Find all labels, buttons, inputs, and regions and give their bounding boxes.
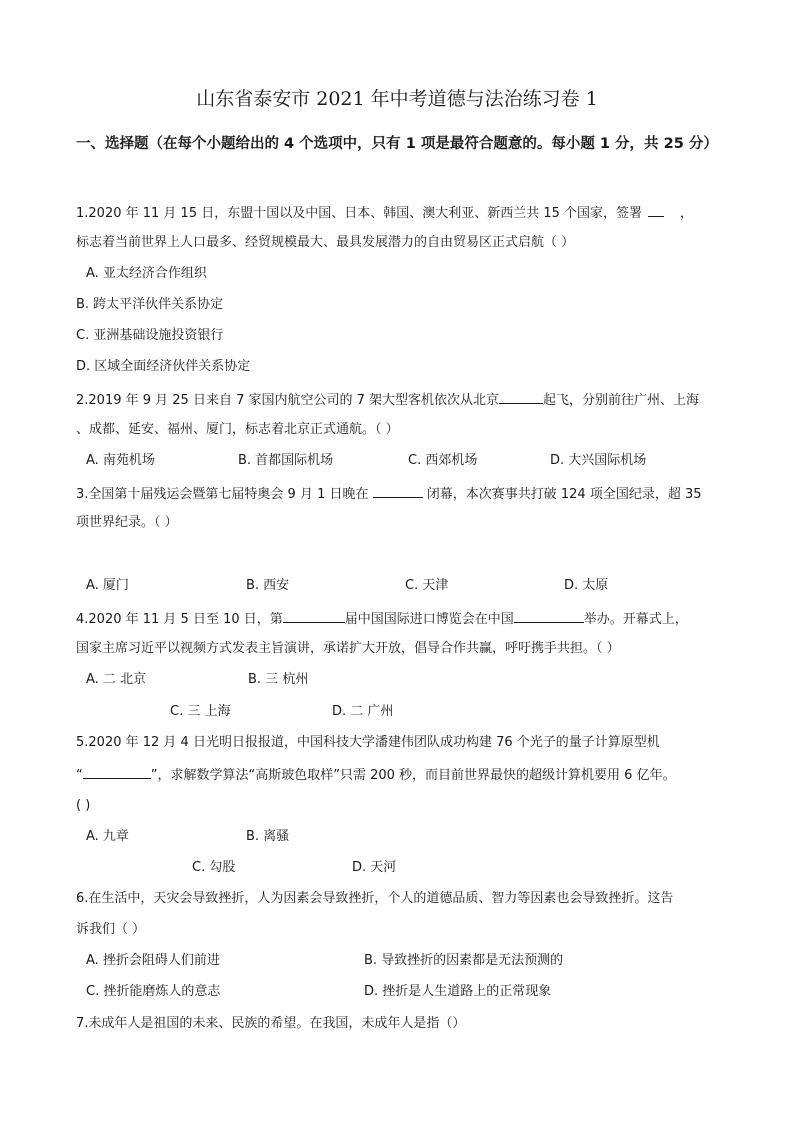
q6-stem-line-1: 6.在生活中，天灾会导致挫折，人为因素会导致挫折，个人的道德品质、智力等因素也会导致挫折。这告 [76, 891, 674, 906]
q3-option-a: A. 厦门 [86, 578, 129, 593]
q2-option-a: A. 南苑机场 [86, 453, 155, 468]
q1-option-b: B. 跨太平洋伙伴关系协定 [76, 297, 224, 312]
q4-answer-blank-2 [514, 609, 584, 623]
q5-answer-blank [83, 765, 151, 779]
q5-option-d: D. 天河 [352, 860, 397, 875]
q3-stem-line-2: 项世界纪录。（ ） [76, 515, 178, 530]
q3-stem-line-1 [76, 484, 702, 504]
q6-option-c: C. 挫折能磨炼人的意志 [86, 984, 221, 999]
q2-option-d: D. 大兴国际机场 [550, 453, 647, 468]
q5-stem-text-end: ”，求解数学算法“高斯玻色取样”只需 200 秒，而目前世界最快的超级计算机要用 6 亿年。 [150, 768, 676, 783]
q1-stem-text: 1.2020 年 11 月 15 日，东盟十国以及中国、日本、韩国、澳大利亚、新西兰共 15 个国家，签署 [76, 206, 643, 221]
q4-stem-text: 4.2020 年 11 月 5 日至 10 日，第 [76, 612, 283, 627]
q1-option-c: C. 亚洲基础设施投资银行 [76, 328, 224, 343]
q2-stem-text-end: 起飞，分别前往广州、上海 [543, 393, 700, 408]
q2-stem-line-1 [76, 390, 699, 410]
q1-stem-line-2: 标志着当前世界上人口最多、经贸规模最大、最具发展潜力的自由贸易区正式启航（ ） [76, 235, 575, 250]
q6-option-d: D. 挫折是人生道路上的正常现象 [364, 984, 552, 999]
q2-stem-text: 2.2019 年 9 月 25 日来自 7 家国内航空公司的 7 架大型客机依次从北京 [76, 393, 500, 408]
q5-stem-line-1: 5.2020 年 12 月 4 日光明日报报道，中国科技大学潘建伟团队成功构建 76 个光子的量子计算原型机 [76, 735, 660, 750]
q5-option-c: C. 勾股 [192, 860, 236, 875]
q3-stem-text-end: 闭幕，本次赛事共打破 124 项全国纪录，超 35 [422, 487, 702, 502]
q5-stem-line-2 [76, 765, 676, 785]
q2-option-b: B. 首都国际机场 [238, 453, 334, 468]
q3-option-b: B. 西安 [246, 578, 290, 593]
q4-option-c: C. 三 上海 [170, 704, 231, 719]
q1-answer-blank [648, 203, 664, 217]
section-heading: 一、选择题（在每个小题给出的 4 个选项中，只有 1 项是最符合题意的。每小题 1 分，共 25 分） [76, 136, 718, 152]
q1-option-a: A. 亚太经济合作组织 [86, 266, 207, 281]
q4-stem-line-1 [76, 609, 688, 629]
q5-option-a: A. 九章 [86, 829, 129, 844]
q2-answer-blank [499, 390, 543, 404]
q4-option-d: D. 二 广州 [332, 704, 394, 719]
q6-option-a: A. 挫折会阻碍人们前进 [86, 953, 220, 968]
q4-option-a: A. 二 北京 [86, 672, 147, 687]
q5-stem-line-3: ( ) [76, 798, 91, 813]
q1-stem-text-end: ， [680, 206, 694, 221]
q6-option-b: B. 导致挫折的因素都是无法预测的 [364, 953, 564, 968]
page-title: 山东省泰安市 2021 年中考道德与法治练习卷 1 [196, 88, 598, 110]
q4-option-b: B. 三 杭州 [248, 672, 309, 687]
q4-stem-text-end: 举办。开幕式上， [583, 612, 688, 627]
q3-option-d: D. 太原 [564, 578, 609, 593]
q6-stem-line-2: 诉我们（ ） [76, 922, 146, 937]
q3-stem-text: 3.全国第十届残运会暨第七届特奥会 9 月 1 日晚在 [76, 487, 373, 502]
q4-stem-text-mid: 届中国国际进口博览会在中国 [344, 612, 514, 627]
q2-stem-line-2: 、成都、延安、福州、厦门，标志着北京正式通航。（ ） [76, 422, 399, 437]
q7-stem-line-1: 7.未成年人是祖国的未来、民族的希望。在我国，未成年人是指（） [76, 1016, 466, 1031]
q5-stem-quote-open: “ [76, 768, 83, 783]
q4-answer-blank-1 [283, 609, 345, 623]
q3-option-c: C. 天津 [405, 578, 449, 593]
q1-stem-line-1 [76, 203, 693, 223]
q1-option-d: D. 区域全面经济伙伴关系协定 [76, 359, 251, 374]
q5-option-b: B. 离骚 [246, 829, 290, 844]
q4-stem-line-2: 国家主席习近平以视频方式发表主旨演讲，承诺扩大开放，倡导合作共赢，呼吁携手共担。（ ） [76, 641, 620, 656]
q3-answer-blank [373, 484, 423, 498]
q2-option-c: C. 西郊机场 [408, 453, 478, 468]
